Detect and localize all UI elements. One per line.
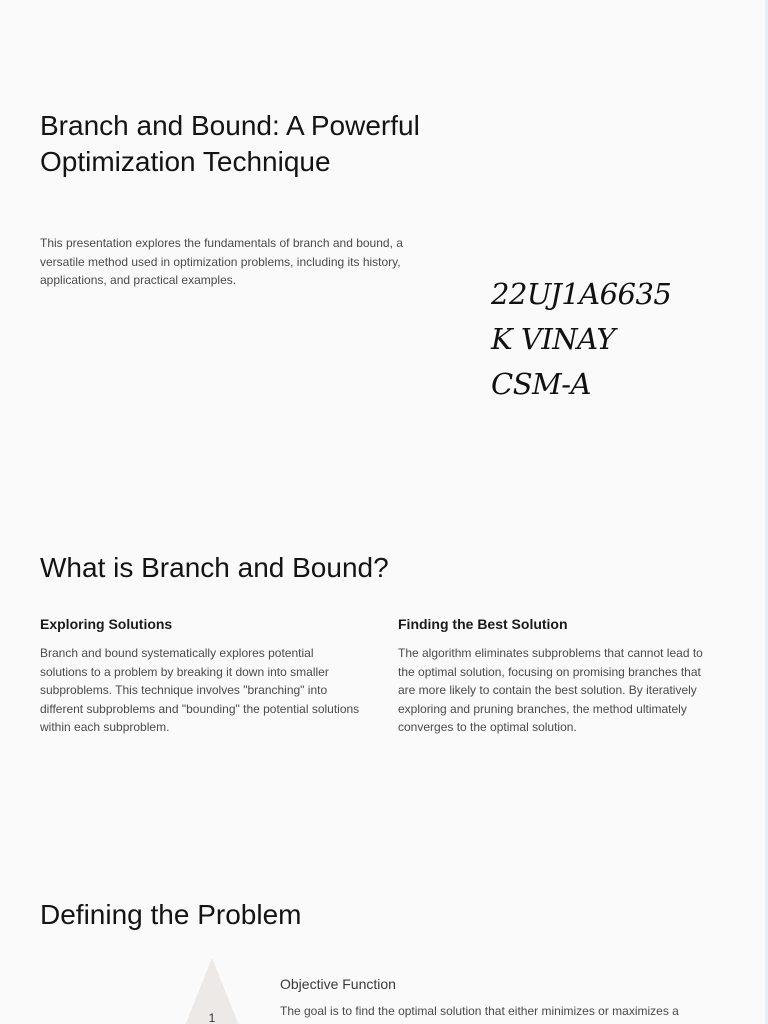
column-heading-finding: Finding the Best Solution [398,616,568,632]
section-title-what-is: What is Branch and Bound? [40,552,389,583]
section-title-defining: Defining the Problem [40,899,302,930]
author-section: CSM-A [491,367,591,401]
column-text-exploring: Branch and bound systematically explores potential solutions to a problem by breaking it down into smaller subproblems. This technique involves "branching" into different subproblems and "bounding" the potential solutions within each subproblem. [40,646,360,734]
column-heading-exploring: Exploring Solutions [40,616,173,632]
author-id: 22UJ1A6635 [491,277,672,311]
author-annotation [491,272,741,407]
step-text-objective-function: The goal is to find the optimal solution that either minimizes or maximizes a [280,1004,679,1018]
column-text-finding: The algorithm eliminates subproblems that cannot lead to the optimal solution, focusing on promising branches that are more likely to contain the best solution. By iteratively exploring and pruning branches, the method ultimately converges to the optimal solution. [398,646,703,734]
intro-description: This presentation explores the fundamentals of branch and bound, a versatile method used in optimization problems, including its history, applications, and practical examples. [40,236,403,287]
page-title: Branch and Bound: A Powerful Optimization Technique [40,110,420,177]
author-name: K VINAY [491,322,616,356]
step-heading-objective-function: Objective Function [280,976,396,992]
step-number: 1 [208,1011,216,1024]
